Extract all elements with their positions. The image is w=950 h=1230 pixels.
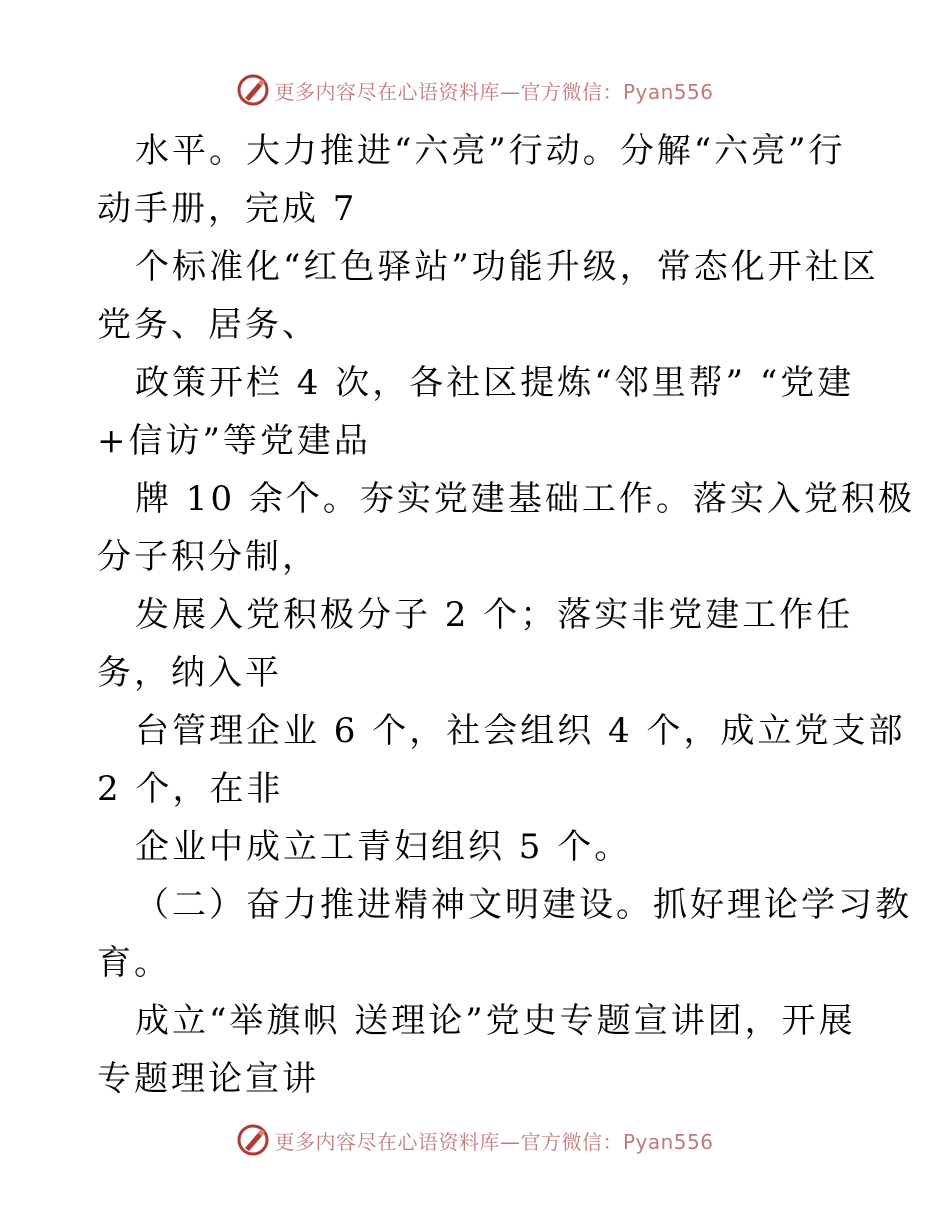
text-line: 分子积分制， (97, 537, 319, 577)
text-line: 务，纳入平 (97, 653, 282, 693)
banner-text: 更多内容尽在心语资料库—官方微信：Pyan556 (274, 79, 714, 104)
text-line: 发展入党积极分子 2 个；落实非党建工作任 (135, 595, 854, 635)
text-line: +信访”等党建品 (97, 421, 371, 461)
text-line: 政策开栏 4 次，各社区提炼“邻里帮” “党建 (135, 363, 855, 403)
pen-logo-icon (236, 73, 270, 107)
text-line: 水平。大力推进“六亮”行动。分解“六亮”行 (135, 131, 846, 171)
text-line: 台管理企业 6 个，社会组织 4 个，成立党支部 (135, 711, 906, 751)
text-line: 成立“举旗帜 送理论”党史专题宣讲团，开展 (135, 1001, 856, 1041)
text-line: 专题理论宣讲 (97, 1059, 319, 1099)
pen-logo-icon (236, 1123, 270, 1157)
text-line: 企业中成立工青妇组织 5 个。 (135, 827, 632, 867)
section-heading-line: （二）奋力推进精神文明建设。抓好理论学习教 (135, 885, 912, 925)
header-banner (0, 70, 950, 110)
text-line: 2 个，在非 (97, 769, 284, 809)
text-line: 动手册，完成 7 (97, 189, 358, 229)
footer-banner (0, 1120, 950, 1160)
banner-text: 更多内容尽在心语资料库—官方微信：Pyan556 (274, 1129, 714, 1154)
text-line: 个标准化“红色驿站”功能升级，常态化开社区 (135, 247, 879, 287)
text-line: 牌 10 余个。夯实党建基础工作。落实入党积极 (135, 479, 915, 519)
document-body (97, 122, 915, 1108)
text-line: 育。 (97, 943, 171, 983)
text-line: 党务、居务、 (97, 305, 319, 345)
